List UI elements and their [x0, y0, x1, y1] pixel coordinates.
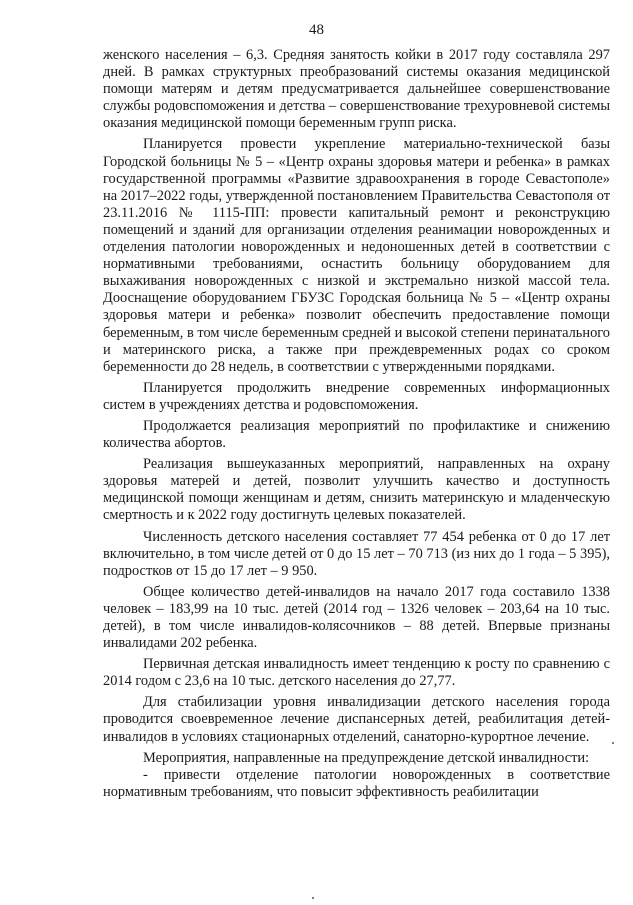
page-number: 48 [309, 22, 324, 38]
paragraph: Планируется продолжить внедрение современных информационных систем в учреждениях детства и родовспоможения. [103, 379, 610, 413]
paragraph: Реализация вышеуказанных мероприятий, направленных на охрану здоровья матерей и детей, позволит улучшить качество и доступность медицинской помощи женщинам и детям, снизить материнскую и младенческую смертность и к 2022 году достигнуть целевых показателей. [103, 456, 610, 524]
paragraph: женского населения – 6,3. Средняя занятость койки в 2017 году составляла 297 дней. В рамках структурных преобразований системы оказания медицинской помощи матерям и детям предусматривается дальнейшее совершенствование службы родовспоможения и детства – совершенствование трехуровневой системы оказания медицинской помощи беременным групп риска. [103, 47, 610, 132]
scan-speck [612, 742, 614, 744]
paragraph: Первичная детская инвалидность имеет тенденцию к росту по сравнению с 2014 годом с 23,6 на 10 тыс. детского населения до 27,77. [103, 656, 610, 690]
paragraph: - привести отделение патологии новорожденных в соответствие нормативным требованиям, что повысит эффективность реабилитации [103, 766, 610, 800]
paragraph: Продолжается реализация мероприятий по профилактике и снижению количества абортов. [103, 417, 610, 452]
paragraph: Общее количество детей-инвалидов на начало 2017 года составило 1338 человек – 183,99 на 10 тыс. детей (2014 год – 1326 человек – 203,64 на 10 тыс. детей), в том числе инвалидов-колясочников – 88 детей. Впервые признаны инвалидами 202 ребенка. [103, 583, 610, 652]
paragraph: Для стабилизации уровня инвалидизации детского населения города проводится своевременное лечение диспансерных детей, реабилитация детей-инвалидов в условиях стационарных отделений, санаторно-курортное лечение. [103, 694, 610, 745]
document-body [103, 47, 610, 801]
paragraph: Планируется провести укрепление материально-технической базы Городской больницы № 5 – «Центр охраны здоровья матери и ребенка» в рамках государственной программы «Развитие здравоохранения в городе Севастополе» на 2017–2022 годы, утвержденной постановлением Правительства Севастополя от 23.11.2016 № 1115-ПП: провести капитальный ремонт и реконструкцию помещений и зданий для организации отделения реанимации новорожденных и отделения патологии новорожденных и недоношенных детей в соответствии с нормативными требованиями, оснастить больницу оборудованием для выхаживания новорожденных с низкой и экстремально низкой массой тела. Дооснащение оборудованием ГБУЗС Городская больница № 5 – «Центр охраны здоровья матери и ребенка» позволит обеспечить предоставление помощи беременным, в том числе беременным средней и высокой степени перинатального и материнского риска, а также при преждевременных родах со сроком беременности до 28 недель, в соответствии с утвержденными порядками. [103, 136, 610, 375]
paragraph: Численность детского населения составляет 77 454 ребенка от 0 до 17 лет включительно, в том числе детей от 0 до 15 лет – 70 713 (из них до 1 года – 5 395), подростков от 15 до 17 лет – 9 950. [103, 528, 610, 579]
scan-speck [312, 897, 314, 899]
paragraph: Мероприятия, направленные на предупреждение детской инвалидности: [143, 749, 590, 766]
